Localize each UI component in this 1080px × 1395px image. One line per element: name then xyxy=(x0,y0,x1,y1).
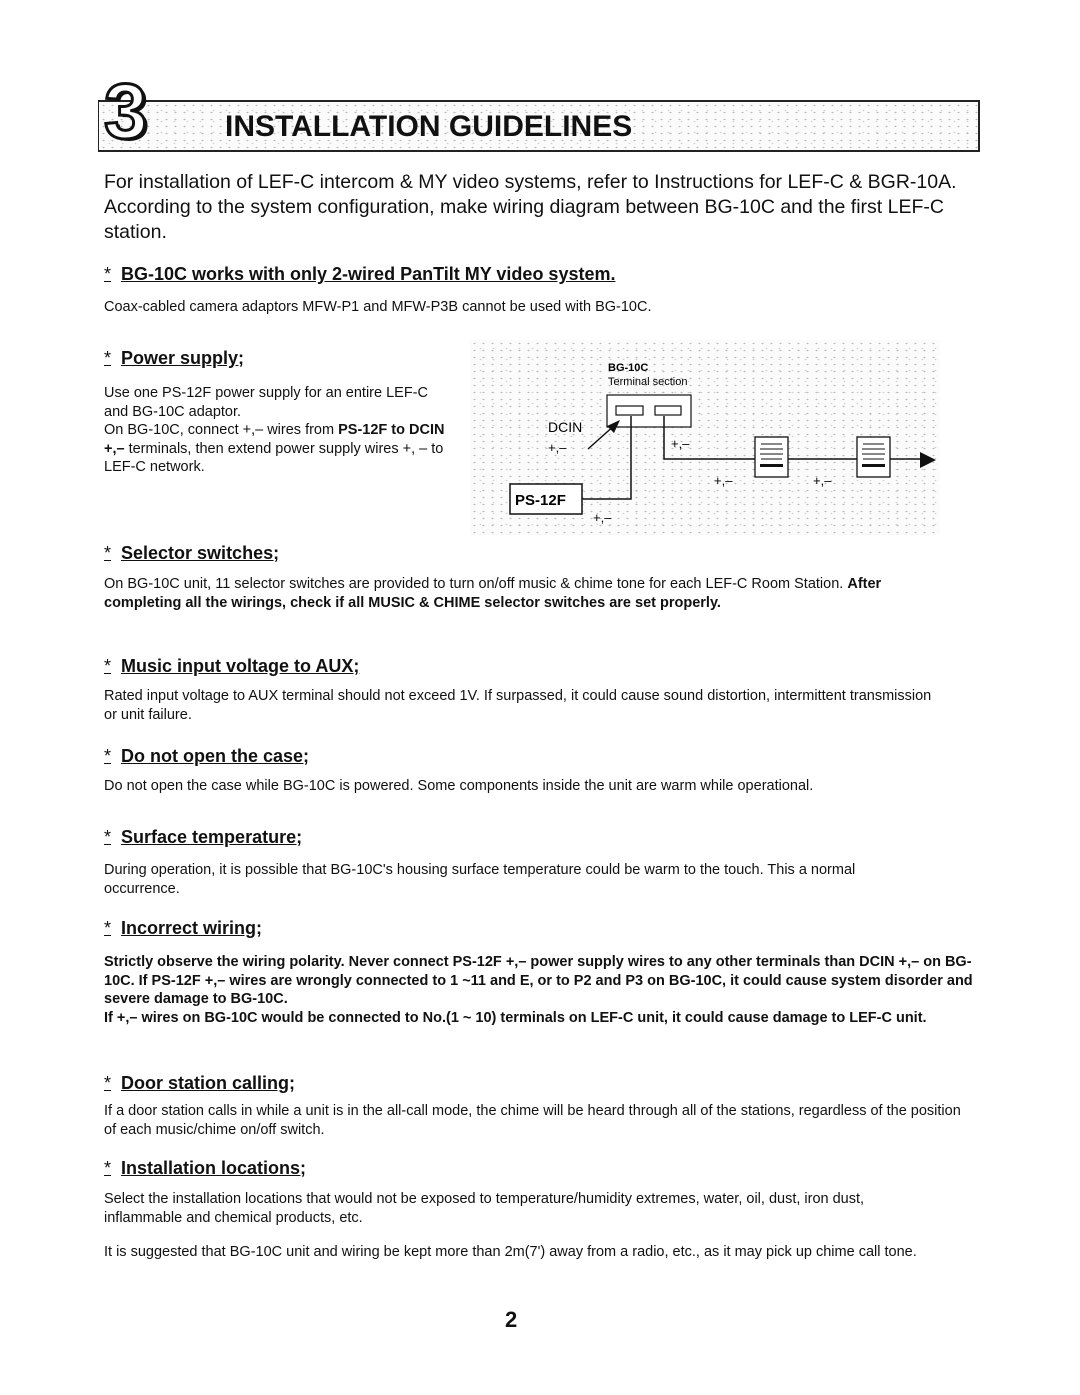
pantilt-body: Coax-cabled camera adaptors MFW-P1 and MFW-P3B cannot be used with BG-10C. xyxy=(104,299,652,315)
heading-incorrect-wiring: * Incorrect wiring; xyxy=(104,918,263,938)
heading-door-station-calling: * Door station calling; xyxy=(104,1073,296,1093)
selector-switches-body: On BG-10C unit, 11 selector switches are provided to turn on/off music & chime tone for each LEF-C Room Station. After completing all the wirings, check if all MUSIC & CHIME selector switches are set properly. xyxy=(104,576,882,611)
lef-c-station-icon xyxy=(857,437,890,477)
installation-locations-body-2: It is suggested that BG-10C unit and wiring be kept more than 2m(7') away from a radio, etc., as it may pick up chime call tone. xyxy=(104,1244,917,1260)
line-polarity-1: +,– xyxy=(714,473,733,488)
installation-locations-body-1: Select the installation locations that would not be exposed to temperature/humidity extremes, water, oil, dust, iron dust, inflammable and chemical products, etc. xyxy=(104,1191,865,1226)
unit-label: BG-10C xyxy=(608,362,649,374)
heading-surface-temperature: * Surface temperature; xyxy=(104,827,303,847)
do-not-open-case-body: Do not open the case while BG-10C is powered. Some components inside the unit are warm while operational. xyxy=(104,778,814,794)
out-polarity: +,– xyxy=(671,436,690,451)
output-terminal xyxy=(655,406,681,415)
wiring-diagram xyxy=(470,340,940,535)
heading-selector-switches: * Selector switches; xyxy=(104,543,280,563)
dcin-label: DCIN xyxy=(548,419,583,435)
page-title: INSTALLATION GUIDELINES xyxy=(225,110,633,143)
music-input-body: Rated input voltage to AUX terminal should not exceed 1V. If surpassed, it could cause sound distortion, intermittent transmission or unit failure. xyxy=(104,688,932,723)
line-polarity-2: +,– xyxy=(813,473,832,488)
surface-temperature-body: During operation, it is possible that BG-10C's housing surface temperature could be warm to the touch. This a normal occurrence. xyxy=(104,862,856,897)
lef-c-station-icon xyxy=(755,437,788,477)
ps12f-label: PS-12F xyxy=(515,492,566,509)
dcin-polarity: +,– xyxy=(548,440,567,455)
page-number: 2 xyxy=(505,1307,518,1332)
intro-paragraph: For installation of LEF-C intercom & MY video systems, refer to Instructions for LEF-C & BGR-10A. According to the system configuration, make wiring diagram between BG-10C and the first LEF-C station. xyxy=(104,171,957,243)
arrow-right-icon xyxy=(920,452,936,468)
incorrect-wiring-body: Strictly observe the wiring polarity. Never connect PS-12F +,– power supply wires to any other terminals than DCIN +,– on BG-10C. If PS-12F +,– wires are wrongly connected to 1 ~11 and E, or to P2 and P3 on BG-10C, it could cause system disorder and severe damage to BG-10C. If +,– wires on BG-10C would be connected to No.(1 ~ 10) terminals on LEF-C unit, it could cause damage to LEF-C unit. xyxy=(104,954,973,1026)
section-number: 3 xyxy=(104,67,148,155)
heading-do-not-open-case: * Do not open the case; xyxy=(104,746,310,766)
heading-installation-locations: * Installation locations; xyxy=(104,1158,307,1178)
ps-polarity: +,– xyxy=(593,510,612,525)
power-supply-body: Use one PS-12F power supply for an entire LEF-C and BG-10C adaptor. On BG-10C, connect +,– wires from PS-12F to DCIN +,– terminals, then extend power supply wires +, – to LEF-C network. xyxy=(104,385,445,475)
wiring-diagram-svg xyxy=(470,340,940,535)
terminal-section-label: Terminal section xyxy=(608,376,688,388)
heading-music-input: * Music input voltage to AUX; xyxy=(104,656,360,676)
heading-power-supply: * Power supply; xyxy=(104,348,245,368)
door-station-calling-body: If a door station calls in while a unit is in the all-call mode, the chime will be heard through all of the stations, regardless of the position of each music/chime on/off switch. xyxy=(104,1103,961,1138)
dcin-terminal xyxy=(616,406,643,415)
heading-pantilt: * BG-10C works with only 2-wired PanTilt MY video system. xyxy=(104,264,616,284)
